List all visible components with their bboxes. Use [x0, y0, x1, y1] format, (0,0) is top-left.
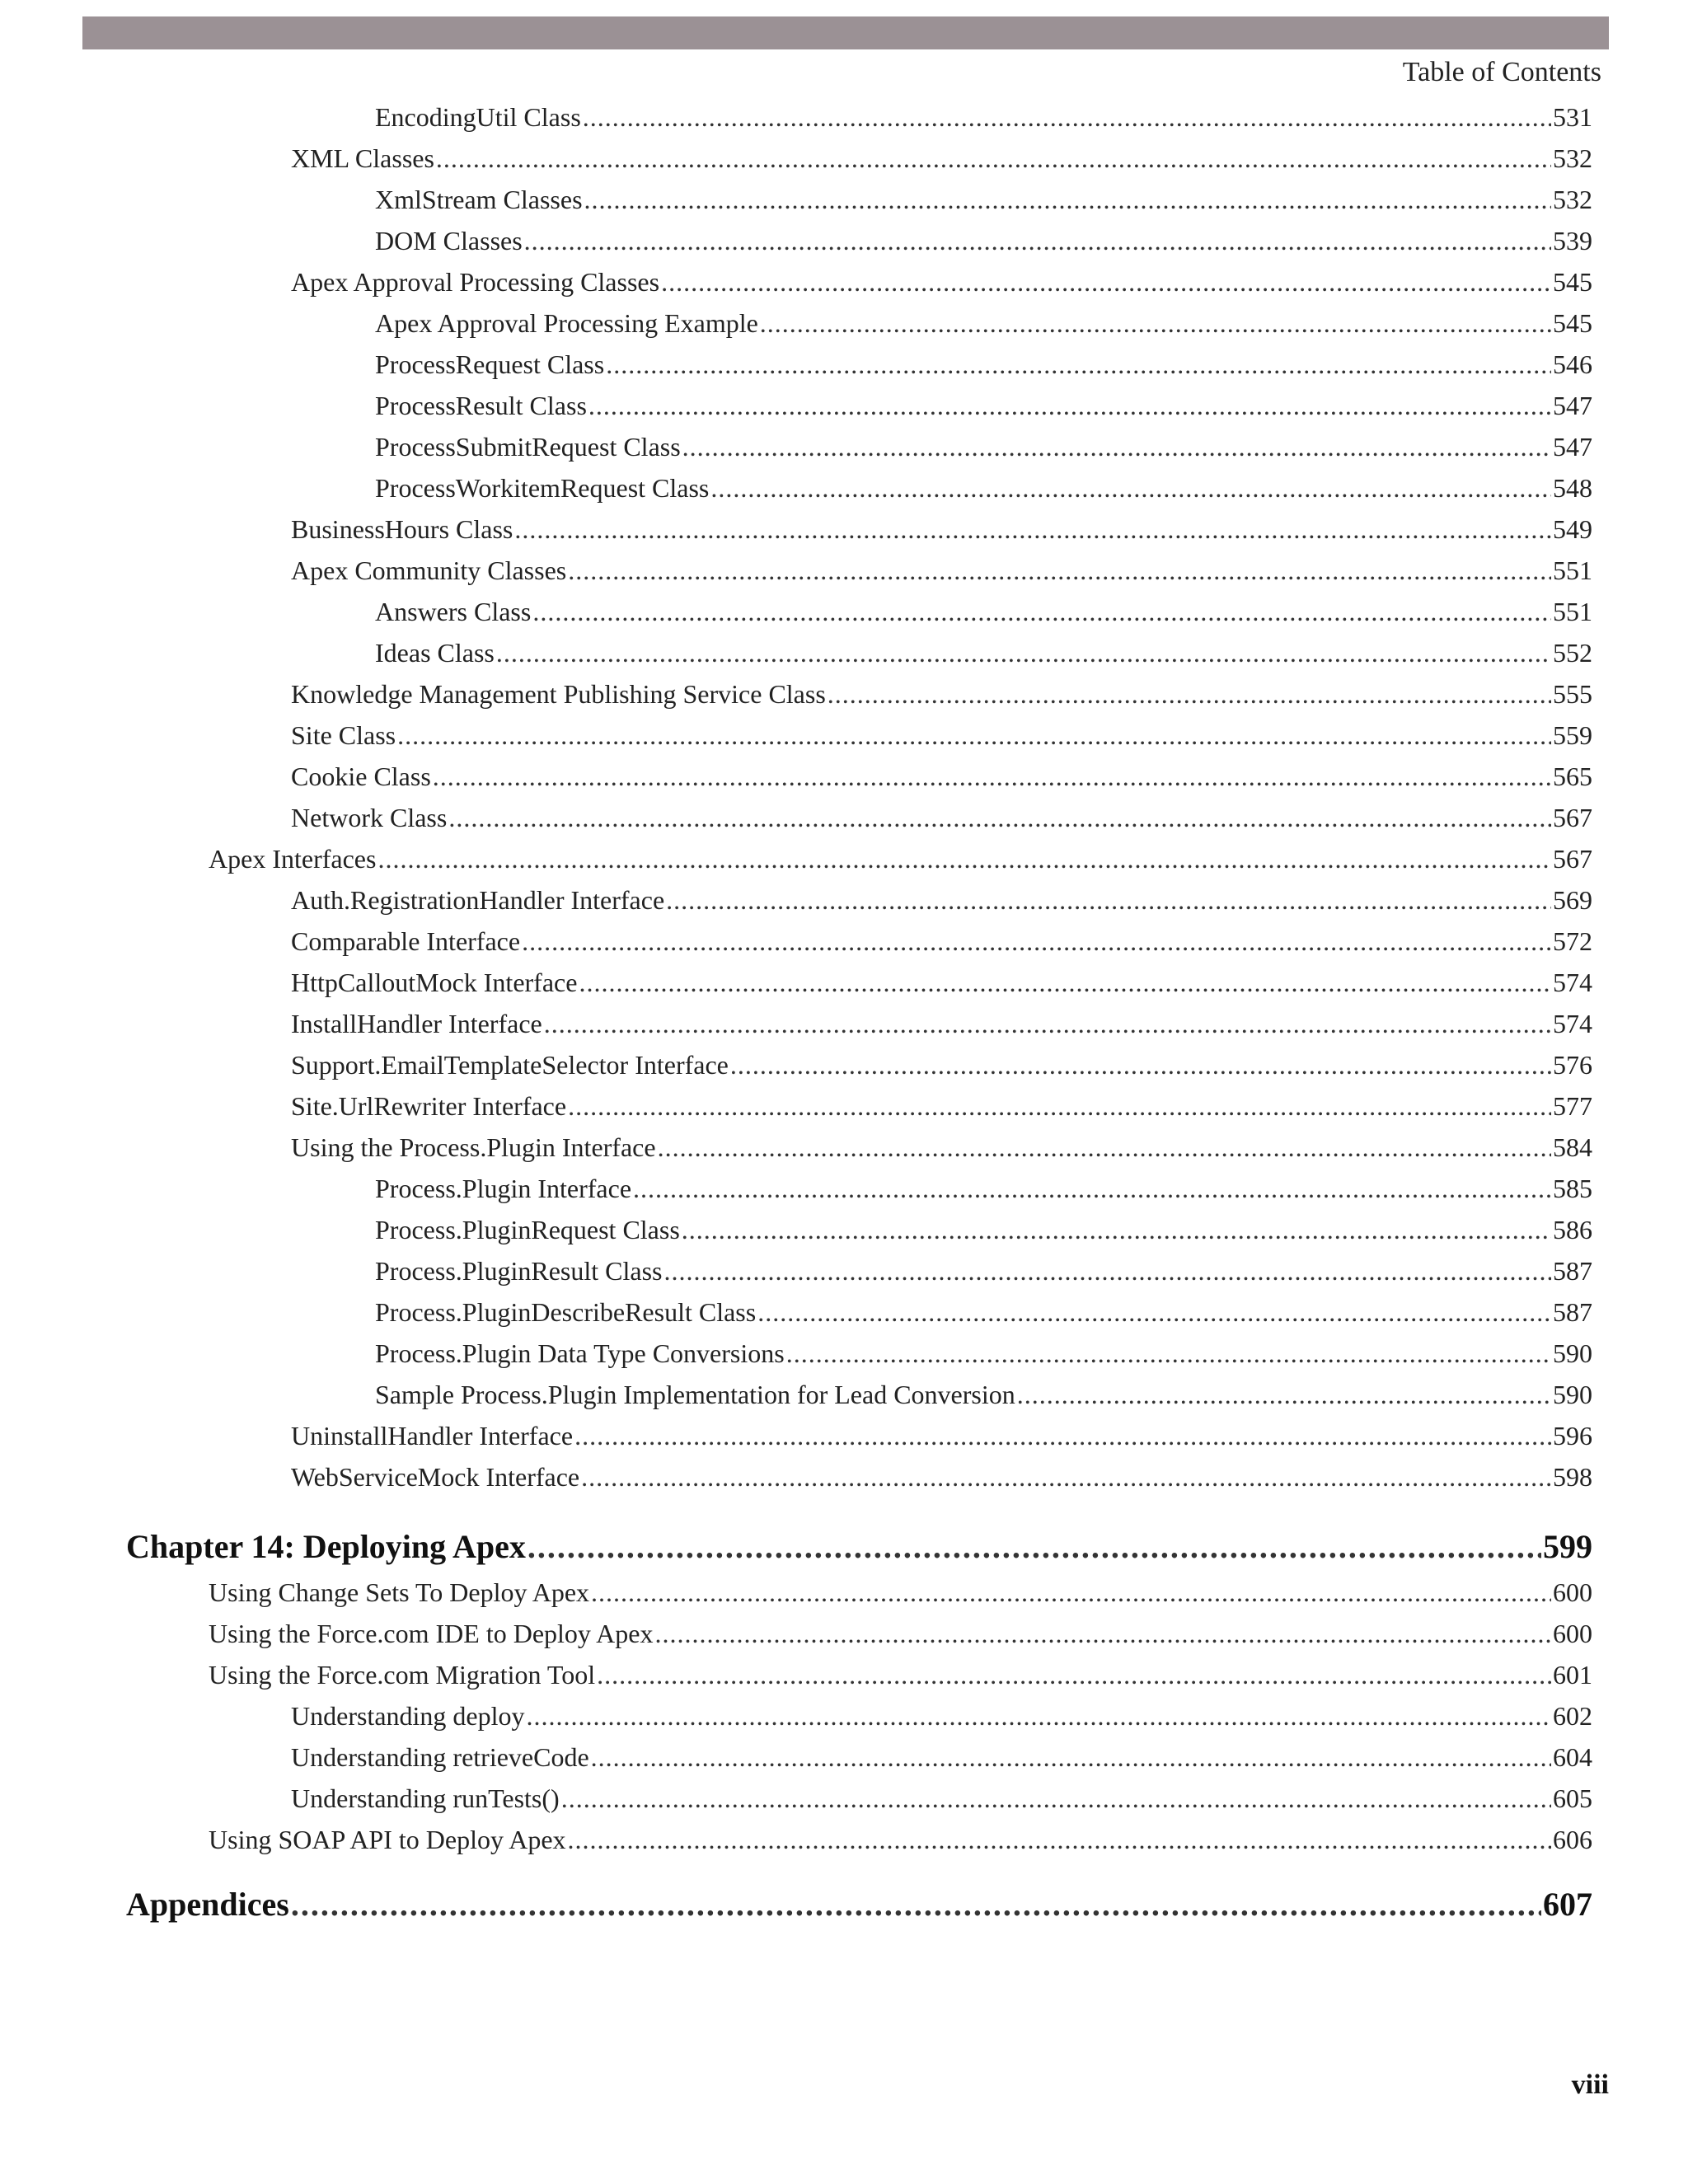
toc-entry[interactable] [209, 1615, 1592, 1652]
dot-leader [606, 346, 1551, 382]
toc-entry-title: XML Classes [291, 143, 434, 173]
toc-entry-page: 604 [1553, 1742, 1592, 1772]
toc-entry-page: 569 [1553, 885, 1592, 915]
toc-entry[interactable] [375, 223, 1592, 259]
toc-entry-title: Answers Class [375, 597, 532, 626]
toc-entry[interactable] [291, 552, 1592, 588]
dot-leader [730, 1047, 1551, 1083]
toc-entry[interactable] [291, 923, 1592, 959]
toc-entry-title: Sample Process.Plugin Implementation for Lead Conversion [375, 1380, 1015, 1409]
dot-leader [591, 1739, 1551, 1775]
toc-entry-title: UninstallHandler Interface [291, 1421, 574, 1451]
toc-entry[interactable] [375, 305, 1592, 341]
dot-leader [291, 1882, 1541, 1927]
dot-leader [682, 429, 1551, 465]
toc-entry-title: Apex Approval Processing Example [375, 308, 758, 338]
toc-entry-title: Process.PluginResult Class [375, 1256, 663, 1286]
dot-leader [496, 635, 1551, 671]
dot-leader [527, 1698, 1552, 1734]
toc-entry[interactable] [375, 1253, 1592, 1289]
dot-leader [710, 470, 1551, 506]
toc-chapter-entry[interactable] [126, 1525, 1592, 1569]
dot-leader [1017, 1376, 1551, 1413]
toc-chapter-page: 607 [1543, 1886, 1592, 1923]
toc-entry-page: 605 [1553, 1783, 1592, 1813]
toc-entry-page: 587 [1553, 1297, 1592, 1327]
dot-leader [757, 1294, 1551, 1330]
dot-leader [524, 223, 1551, 259]
toc-entry-title: InstallHandler Interface [291, 1009, 542, 1038]
dot-leader [568, 552, 1551, 588]
toc-entry-page: 532 [1553, 143, 1592, 173]
toc-entry[interactable] [291, 1418, 1592, 1454]
dot-leader [579, 964, 1551, 1001]
toc-entry-title: Using Change Sets To Deploy Apex [209, 1577, 590, 1607]
dot-leader [663, 1253, 1551, 1289]
toc-entry[interactable] [375, 346, 1592, 382]
toc-entry-title: EncodingUtil Class [375, 102, 581, 132]
toc-entry[interactable] [291, 717, 1592, 753]
toc-entry[interactable] [291, 964, 1592, 1001]
toc-entry[interactable] [375, 1335, 1592, 1371]
toc-entry-page: 567 [1553, 844, 1592, 874]
toc-entry-page: 602 [1553, 1701, 1592, 1731]
toc-entry[interactable] [209, 1657, 1592, 1693]
toc-entry-page: 539 [1553, 226, 1592, 255]
toc-entry-title: ProcessRequest Class [375, 349, 605, 379]
toc-entry-page: 586 [1553, 1215, 1592, 1244]
toc-entry-title: HttpCalloutMock Interface [291, 968, 578, 997]
toc-entry-page: 545 [1553, 308, 1592, 338]
dot-leader [574, 1418, 1551, 1454]
toc-entry-title: Network Class [291, 803, 448, 832]
toc-entry-page: 549 [1553, 514, 1592, 544]
toc-entry-page: 567 [1553, 803, 1592, 832]
toc-entry-title: Understanding runTests() [291, 1783, 560, 1813]
toc-entry[interactable] [375, 470, 1592, 506]
dot-leader [568, 1088, 1551, 1124]
toc-entry[interactable] [375, 1376, 1592, 1413]
dot-leader [658, 1129, 1551, 1165]
toc-entry-page: 555 [1553, 679, 1592, 709]
toc-entry[interactable] [375, 1170, 1592, 1207]
dot-leader [568, 1821, 1551, 1858]
toc-entry-title: Using the Force.com Migration Tool [209, 1660, 596, 1690]
toc-entry[interactable] [291, 511, 1592, 547]
toc-entry[interactable] [291, 799, 1592, 836]
toc-entry-title: ProcessWorkitemRequest Class [375, 473, 710, 503]
toc-entry-page: 601 [1553, 1660, 1592, 1690]
dot-leader [666, 882, 1551, 918]
toc-entry-page: 545 [1553, 267, 1592, 297]
dot-leader [583, 99, 1551, 135]
dot-leader [584, 181, 1551, 218]
toc-entry[interactable] [209, 1821, 1592, 1858]
toc-entry[interactable] [209, 1574, 1592, 1610]
toc-entry-title: Using the Force.com IDE to Deploy Apex [209, 1619, 654, 1648]
toc-entry-title: Ideas Class [375, 638, 495, 668]
toc-entry-title: ProcessResult Class [375, 391, 587, 420]
toc-entry-title: Process.PluginDescribeResult Class [375, 1297, 757, 1327]
dot-leader [588, 387, 1551, 424]
toc-entry-page: 606 [1553, 1825, 1592, 1854]
toc-entry[interactable] [291, 1005, 1592, 1042]
dot-leader [561, 1780, 1551, 1816]
dot-leader [514, 511, 1551, 547]
header-bar [82, 16, 1609, 49]
toc-entry-title: Auth.RegistrationHandler Interface [291, 885, 665, 915]
toc-entry[interactable] [291, 1047, 1592, 1083]
toc-chapter-page: 599 [1543, 1528, 1592, 1565]
toc-entry[interactable] [209, 841, 1592, 877]
dot-leader [786, 1335, 1551, 1371]
toc-entry-page: 547 [1553, 391, 1592, 420]
dot-leader [528, 1525, 1541, 1569]
toc-entry-title: Apex Approval Processing Classes [291, 267, 660, 297]
toc-entry-page: 590 [1553, 1380, 1592, 1409]
toc-entry-title: Support.EmailTemplateSelector Interface [291, 1050, 729, 1080]
toc-entry-title: Understanding deploy [291, 1701, 525, 1731]
toc-entry-title: Process.PluginRequest Class [375, 1215, 680, 1244]
dot-leader [397, 717, 1551, 753]
toc-entry-title: Apex Community Classes [291, 555, 567, 585]
toc-entry-page: 587 [1553, 1256, 1592, 1286]
toc-entry-title: Apex Interfaces [209, 844, 377, 874]
toc-entry-title: Site.UrlRewriter Interface [291, 1091, 567, 1121]
toc-entry[interactable] [291, 1459, 1592, 1495]
toc-entry-page: 552 [1553, 638, 1592, 668]
toc-entry-title: Process.Plugin Interface [375, 1174, 632, 1203]
toc-entry-page: 572 [1553, 926, 1592, 956]
toc-entry[interactable] [375, 593, 1592, 630]
toc-entry-page: 565 [1553, 762, 1592, 791]
toc-entry-page: 548 [1553, 473, 1592, 503]
toc-entry-page: 546 [1553, 349, 1592, 379]
dot-leader [544, 1005, 1551, 1042]
dot-leader [828, 676, 1551, 712]
dot-leader [760, 305, 1551, 341]
toc-entry[interactable] [291, 1088, 1592, 1124]
toc-chapter-title: Appendices [126, 1886, 289, 1923]
page-number: viii [1571, 2069, 1609, 2100]
toc-entry[interactable] [375, 387, 1592, 424]
toc-entry[interactable] [375, 1294, 1592, 1330]
toc-entry-page: 559 [1553, 720, 1592, 750]
toc-entry-page: 551 [1553, 555, 1592, 585]
toc-entry-title: Using the Process.Plugin Interface [291, 1132, 656, 1162]
toc-entry-page: 577 [1553, 1091, 1592, 1121]
toc-entry-page: 547 [1553, 432, 1592, 462]
toc-entry-page: 574 [1553, 1009, 1592, 1038]
toc-entry[interactable] [291, 1698, 1592, 1734]
toc-entry[interactable] [291, 1129, 1592, 1165]
toc-entry-title: Using SOAP API to Deploy Apex [209, 1825, 566, 1854]
toc-entry-page: 598 [1553, 1462, 1592, 1492]
toc-entry-page: 551 [1553, 597, 1592, 626]
toc-entry-page: 576 [1553, 1050, 1592, 1080]
toc-entry-title: WebServiceMock Interface [291, 1462, 580, 1492]
toc-entry-page: 584 [1553, 1132, 1592, 1162]
toc-entry-page: 585 [1553, 1174, 1592, 1203]
toc-entry-title: ProcessSubmitRequest Class [375, 432, 681, 462]
toc-entry-title: Understanding retrieveCode [291, 1742, 589, 1772]
toc-entry-title: Process.Plugin Data Type Conversions [375, 1338, 785, 1368]
toc-entry-page: 532 [1553, 185, 1592, 214]
toc-entry-page: 596 [1553, 1421, 1592, 1451]
toc-entry-page: 531 [1553, 102, 1592, 132]
toc-chapter-title: Chapter 14: Deploying Apex [126, 1528, 526, 1565]
toc-entry-title: Cookie Class [291, 762, 431, 791]
dot-leader [661, 264, 1551, 300]
toc-entry-title: Site Class [291, 720, 396, 750]
dot-leader [377, 841, 1551, 877]
toc-entry-page: 600 [1553, 1619, 1592, 1648]
toc-chapter-entry[interactable] [126, 1882, 1592, 1927]
toc-entry-page: 574 [1553, 968, 1592, 997]
dot-leader [682, 1212, 1551, 1248]
dot-leader [522, 923, 1551, 959]
toc-entry-title: BusinessHours Class [291, 514, 513, 544]
toc-entry-title: XmlStream Classes [375, 185, 583, 214]
toc-entry-title: DOM Classes [375, 226, 523, 255]
dot-leader [436, 140, 1551, 176]
toc-entry[interactable] [291, 758, 1592, 794]
running-header: Table of Contents [1402, 57, 1601, 87]
toc-entry[interactable] [291, 676, 1592, 712]
toc-entry[interactable] [291, 882, 1592, 918]
toc-entry-page: 590 [1553, 1338, 1592, 1368]
toc-entry[interactable] [375, 429, 1592, 465]
toc-entry[interactable] [375, 181, 1592, 218]
toc-entry[interactable] [375, 1212, 1592, 1248]
dot-leader [448, 799, 1551, 836]
toc-entry[interactable] [375, 635, 1592, 671]
dot-leader [433, 758, 1551, 794]
toc-entry-page: 600 [1553, 1577, 1592, 1607]
dot-leader [591, 1574, 1551, 1610]
toc-entry[interactable] [291, 264, 1592, 300]
dot-leader [581, 1459, 1551, 1495]
toc-entry[interactable] [291, 140, 1592, 176]
toc-entry-title: Comparable Interface [291, 926, 521, 956]
toc-entry-title: Knowledge Management Publishing Service Class [291, 679, 826, 709]
toc-entry[interactable] [375, 99, 1592, 135]
dot-leader [597, 1657, 1551, 1693]
dot-leader [633, 1170, 1551, 1207]
toc-entry[interactable] [291, 1739, 1592, 1775]
dot-leader [654, 1615, 1551, 1652]
dot-leader [532, 593, 1551, 630]
toc-entry[interactable] [291, 1780, 1592, 1816]
